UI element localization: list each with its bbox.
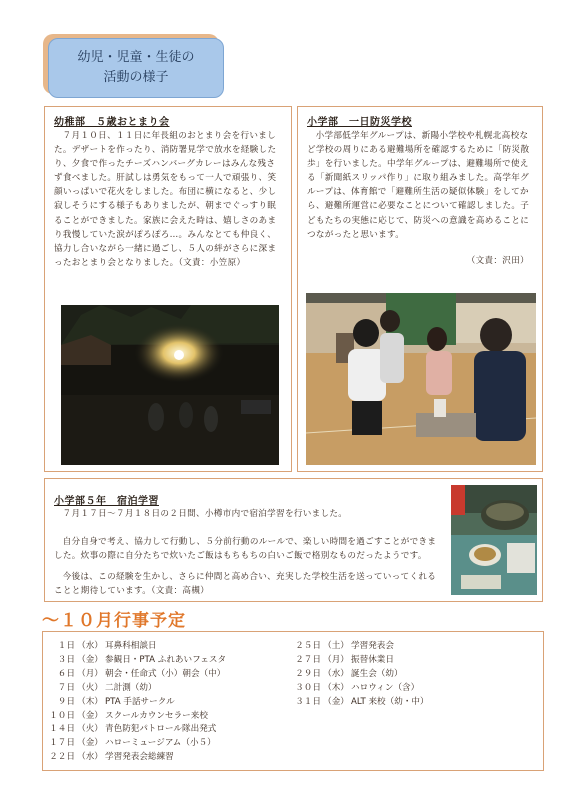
event-weekday: （木）: [323, 682, 349, 693]
overnight-camp-para3: 今後は、この経験を生かし、さらに仲間と高め合い、充実した学校生活を送っていってくれることと期待しています。（文責：高槻）: [54, 572, 437, 597]
event-row: [49, 737, 226, 751]
event-weekday: （水）: [323, 668, 349, 679]
event-day: ３０日: [295, 682, 321, 693]
event-weekday: （金）: [77, 654, 103, 665]
event-text: 朝会・任命式（小）朝会（中）: [105, 668, 226, 679]
event-day: １４日: [49, 724, 75, 735]
event-day: ２２日: [49, 752, 75, 763]
event-weekday: （土）: [323, 641, 349, 651]
event-day: ３日: [57, 654, 75, 665]
overnight-camp-section: [44, 478, 543, 602]
disaster-drill-credit: （文責：沢田）: [466, 256, 529, 266]
event-text: 振替休業日: [351, 654, 394, 665]
event-text: 耳鼻科相談日: [105, 641, 157, 651]
page-title: [48, 38, 224, 98]
october-events-title: ～１０月行事予定: [42, 611, 186, 631]
cooking-photo: [451, 485, 537, 595]
events-left-column: [49, 640, 226, 765]
event-row: [49, 710, 226, 724]
gym-activity-photo: [306, 293, 536, 465]
event-row: [49, 696, 226, 710]
event-day: ７日: [57, 682, 75, 693]
event-day: ３１日: [295, 696, 321, 707]
event-weekday: （火）: [77, 682, 103, 693]
event-row: [295, 640, 429, 654]
kindergarten-section: [44, 106, 292, 472]
event-row: [295, 696, 429, 710]
page-title-line1: 幼児・児童・生徒の: [77, 50, 195, 65]
events-right-column: [295, 640, 429, 710]
event-day: ６日: [57, 668, 75, 679]
event-day: １日: [57, 641, 75, 651]
event-row: [49, 654, 226, 668]
event-text: PTA 手話サークル: [105, 696, 175, 707]
event-weekday: （金）: [77, 738, 103, 749]
event-day: ２９日: [295, 668, 321, 679]
event-row: [49, 682, 226, 696]
event-day: ９日: [57, 696, 75, 707]
event-weekday: （水）: [77, 752, 103, 763]
event-row: [295, 654, 429, 668]
event-day: １７日: [49, 738, 75, 749]
event-day: ２５日: [295, 641, 321, 651]
event-text: 誕生会（幼）: [351, 668, 403, 679]
kindergarten-body: ７月１０日、１１日に年長組のおとまり会を行いました。デザートを作ったり、消防署見学で放水を経験したり、夕食で作ったチーズハンバーグカレーはみんな残さず食べました。肝試しは勇気をもって一人で頑張り、笑顔いっぱいで花火をしました。布団に横になると、少し寂しそうにする様子もありましたが、朝までぐっすり眠ることができました。家族に会えた時は、嬉しさのあまり我慢していた涙がぽろぽろ…。みんなとても仲良く、協力し合いながら一緒に過ごし、５人の絆がさらに深まったおとまり会となりました。（文責：小笠原）: [54, 131, 277, 268]
event-weekday: （金）: [323, 696, 349, 707]
event-text: ハローミュージアム（小５）: [105, 738, 216, 749]
event-text: 青色防犯パトロール隊出発式: [105, 724, 217, 735]
event-text: 学習発表会総練習: [105, 752, 174, 763]
kindergarten-heading: 幼稚部 ５歳おとまり会: [54, 117, 170, 128]
overnight-camp-para1: ７月１７日～７月１８日の２日間、小樽市内で宿泊学習を行いました。: [62, 509, 348, 519]
event-text: 参観日・PTA ふれあいフェスタ: [105, 654, 227, 665]
event-text: 学習発表会: [351, 641, 394, 651]
october-events-box: [42, 631, 544, 771]
event-row: [295, 682, 429, 696]
event-row: [49, 751, 226, 765]
event-row: [295, 668, 429, 682]
disaster-drill-body: 小学部低学年グループは、新陽小学校や札幌北高校など学校の周りにある避難場所を確認するために「防災散歩」を行いました。中学年グループは、避難場所で使える「新聞紙スリッパ作り」に取り組みました。高学年グループは、体育館で「避難所生活の疑似体験」をしてから、避難所運営に必要なことについて確認しました。子どもたちの実態に応じて、防災への意識を高めることにつながったと思います。: [307, 131, 530, 240]
overnight-camp-heading: 小学部５年 宿泊学習: [54, 496, 159, 507]
event-day: １０日: [49, 710, 75, 721]
event-text: ALT 来校（幼・中）: [351, 696, 429, 707]
event-row: [49, 668, 226, 682]
event-text: 二計測（幼）: [105, 682, 157, 693]
fireworks-photo: [61, 305, 279, 465]
overnight-camp-para2: 自分自身で考え、協力して行動し、５分前行動のルールで、楽しい時間を過ごすことができました。炊事の際に自分たちで炊いたご飯はもちもちの白いご飯で格別なものだったようです。: [54, 537, 437, 562]
event-weekday: （木）: [77, 696, 103, 707]
event-text: スクールカウンセラー来校: [105, 710, 208, 721]
event-weekday: （水）: [77, 641, 103, 651]
event-row: [49, 640, 226, 654]
event-day: ２７日: [295, 654, 321, 665]
disaster-drill-heading: 小学部 一日防災学校: [307, 117, 412, 128]
disaster-drill-section: [297, 106, 543, 472]
page-title-line2: 活動の様子: [103, 70, 169, 85]
event-text: ハロウィン（含）: [351, 682, 420, 693]
event-weekday: （金）: [77, 710, 103, 721]
event-row: [49, 723, 226, 737]
event-weekday: （月）: [77, 668, 103, 679]
event-weekday: （火）: [77, 724, 103, 735]
event-weekday: （月）: [323, 654, 349, 665]
